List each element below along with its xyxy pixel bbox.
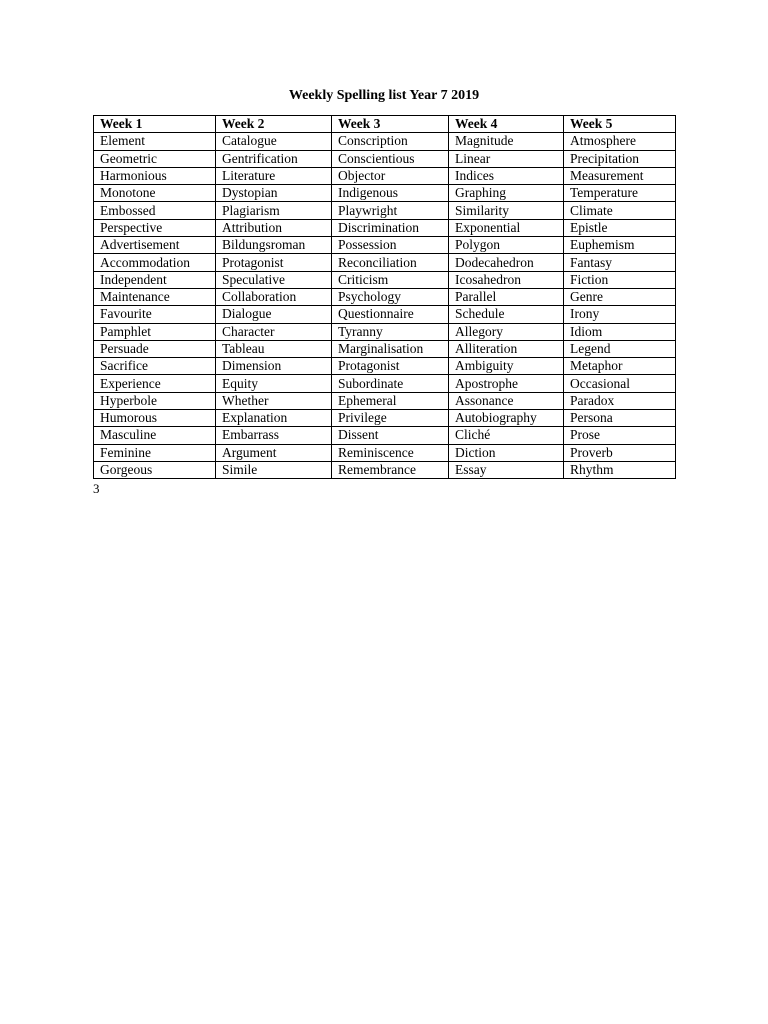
table-cell: Playwright: [332, 202, 449, 219]
table-cell: Conscription: [332, 133, 449, 150]
table-cell: Polygon: [449, 237, 564, 254]
table-cell: Apostrophe: [449, 375, 564, 392]
table-cell: Alliteration: [449, 340, 564, 357]
table-cell: Legend: [564, 340, 676, 357]
table-cell: Element: [94, 133, 216, 150]
table-cell: Dissent: [332, 427, 449, 444]
table-cell: Possession: [332, 237, 449, 254]
table-row: [94, 237, 676, 254]
document-title: Weekly Spelling list Year 7 2019: [288, 88, 480, 103]
table-cell: Embossed: [94, 202, 216, 219]
table-cell: Rhythm: [564, 461, 676, 478]
table-cell: Harmonious: [94, 167, 216, 184]
page-number: 3: [93, 481, 100, 496]
table-cell: Indigenous: [332, 185, 449, 202]
table-cell: Temperature: [564, 185, 676, 202]
table-cell: Dimension: [216, 358, 332, 375]
table-row: [94, 306, 676, 323]
table-row: [94, 167, 676, 184]
column-header-week-1: Week 1: [94, 116, 216, 133]
table-cell: Euphemism: [564, 237, 676, 254]
table-cell: Subordinate: [332, 375, 449, 392]
table-cell: Humorous: [94, 410, 216, 427]
table-cell: Hyperbole: [94, 392, 216, 409]
table-cell: Sacrifice: [94, 358, 216, 375]
table-cell: Reminiscence: [332, 444, 449, 461]
table-cell: Schedule: [449, 306, 564, 323]
table-cell: Dystopian: [216, 185, 332, 202]
table-row: [94, 461, 676, 478]
table-cell: Atmosphere: [564, 133, 676, 150]
table-cell: Dodecahedron: [449, 254, 564, 271]
table-row: [94, 444, 676, 461]
table-cell: Dialogue: [216, 306, 332, 323]
table-cell: Fiction: [564, 271, 676, 288]
table-cell: Persuade: [94, 340, 216, 357]
table-cell: Geometric: [94, 150, 216, 167]
table-cell: Climate: [564, 202, 676, 219]
table-cell: Questionnaire: [332, 306, 449, 323]
table-cell: Masculine: [94, 427, 216, 444]
table-cell: Proverb: [564, 444, 676, 461]
table-row: [94, 219, 676, 236]
table-row: [94, 392, 676, 409]
table-row: [94, 427, 676, 444]
table-row: [94, 133, 676, 150]
table-cell: Conscientious: [332, 150, 449, 167]
table-cell: Feminine: [94, 444, 216, 461]
table-cell: Explanation: [216, 410, 332, 427]
table-cell: Prose: [564, 427, 676, 444]
table-cell: Icosahedron: [449, 271, 564, 288]
table-body: [94, 133, 676, 479]
table-cell: Assonance: [449, 392, 564, 409]
table-cell: Magnitude: [449, 133, 564, 150]
table-cell: Discrimination: [332, 219, 449, 236]
table-cell: Protagonist: [332, 358, 449, 375]
table-cell: Plagiarism: [216, 202, 332, 219]
table-cell: Character: [216, 323, 332, 340]
table-cell: Monotone: [94, 185, 216, 202]
table-cell: Allegory: [449, 323, 564, 340]
table-cell: Tyranny: [332, 323, 449, 340]
spelling-table: [93, 115, 676, 479]
table-cell: Exponential: [449, 219, 564, 236]
table-row: [94, 323, 676, 340]
table-row: [94, 271, 676, 288]
table-cell: Irony: [564, 306, 676, 323]
column-header-week-5: Week 5: [564, 116, 676, 133]
table-cell: Genre: [564, 288, 676, 305]
table-cell: Reconciliation: [332, 254, 449, 271]
table-cell: Equity: [216, 375, 332, 392]
table-cell: Embarrass: [216, 427, 332, 444]
table-cell: Argument: [216, 444, 332, 461]
table-cell: Tableau: [216, 340, 332, 357]
table-cell: Ephemeral: [332, 392, 449, 409]
table-cell: Persona: [564, 410, 676, 427]
table-cell: Fantasy: [564, 254, 676, 271]
table-cell: Metaphor: [564, 358, 676, 375]
table-cell: Catalogue: [216, 133, 332, 150]
table-cell: Independent: [94, 271, 216, 288]
table-row: [94, 288, 676, 305]
table-cell: Ambiguity: [449, 358, 564, 375]
table-row: [94, 254, 676, 271]
table-cell: Simile: [216, 461, 332, 478]
table-cell: Bildungsroman: [216, 237, 332, 254]
table-cell: Parallel: [449, 288, 564, 305]
table-cell: Measurement: [564, 167, 676, 184]
table-cell: Cliché: [449, 427, 564, 444]
table-row: [94, 202, 676, 219]
table-cell: Experience: [94, 375, 216, 392]
table-cell: Maintenance: [94, 288, 216, 305]
table-cell: Gentrification: [216, 150, 332, 167]
table-cell: Advertisement: [94, 237, 216, 254]
table-cell: Psychology: [332, 288, 449, 305]
column-header-week-2: Week 2: [216, 116, 332, 133]
table-cell: Privilege: [332, 410, 449, 427]
table-cell: Epistle: [564, 219, 676, 236]
table-cell: Literature: [216, 167, 332, 184]
table-cell: Remembrance: [332, 461, 449, 478]
table-cell: Gorgeous: [94, 461, 216, 478]
table-cell: Collaboration: [216, 288, 332, 305]
table-cell: Autobiography: [449, 410, 564, 427]
table-row: [94, 150, 676, 167]
table-cell: Objector: [332, 167, 449, 184]
table-cell: Protagonist: [216, 254, 332, 271]
table-row: [94, 340, 676, 357]
table-cell: Criticism: [332, 271, 449, 288]
table-cell: Perspective: [94, 219, 216, 236]
table-cell: Essay: [449, 461, 564, 478]
table-cell: Linear: [449, 150, 564, 167]
table-cell: Whether: [216, 392, 332, 409]
table-cell: Graphing: [449, 185, 564, 202]
table-row: [94, 375, 676, 392]
table-row: [94, 358, 676, 375]
table-cell: Accommodation: [94, 254, 216, 271]
table-cell: Pamphlet: [94, 323, 216, 340]
table-header-row: [94, 116, 676, 133]
table-cell: Diction: [449, 444, 564, 461]
table-row: [94, 185, 676, 202]
table-cell: Similarity: [449, 202, 564, 219]
table-cell: Paradox: [564, 392, 676, 409]
table-cell: Occasional: [564, 375, 676, 392]
table-cell: Favourite: [94, 306, 216, 323]
table-cell: Idiom: [564, 323, 676, 340]
column-header-week-4: Week 4: [449, 116, 564, 133]
table-cell: Indices: [449, 167, 564, 184]
table-cell: Marginalisation: [332, 340, 449, 357]
column-header-week-3: Week 3: [332, 116, 449, 133]
table-row: [94, 410, 676, 427]
table-cell: Speculative: [216, 271, 332, 288]
table-cell: Attribution: [216, 219, 332, 236]
table-cell: Precipitation: [564, 150, 676, 167]
